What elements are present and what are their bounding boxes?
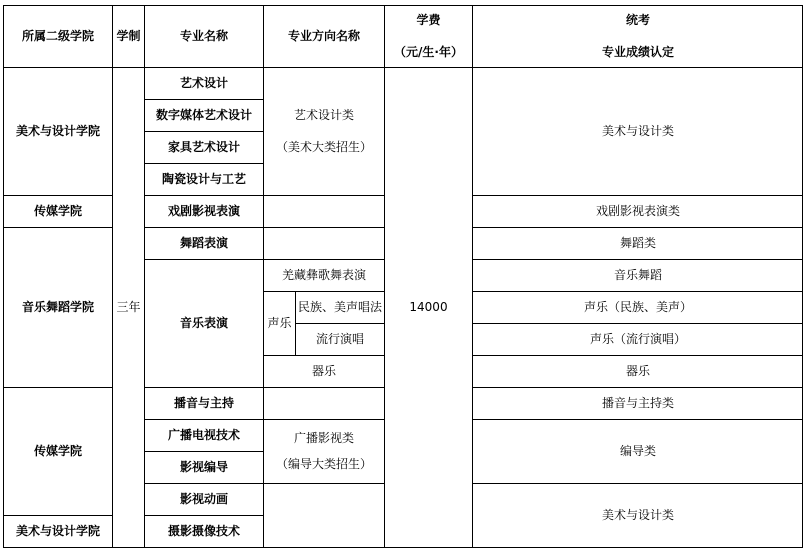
direction-vocal: 声乐 — [263, 291, 295, 355]
exam-cell: 音乐舞蹈 — [472, 259, 803, 291]
major-cell: 陶瓷设计与工艺 — [144, 163, 263, 195]
header-direction: 专业方向名称 — [263, 5, 384, 67]
header-duration: 学制 — [112, 5, 144, 67]
major-cell: 数字媒体艺术设计 — [144, 99, 263, 131]
college-art-design-2: 美术与设计学院 — [3, 515, 112, 547]
header-college: 所属二级学院 — [3, 5, 112, 67]
header-tuition: 学费 （元/生·年） — [384, 5, 472, 67]
direction-empty — [263, 483, 384, 547]
college-music-dance: 音乐舞蹈学院 — [3, 227, 112, 387]
major-cell: 家具艺术设计 — [144, 131, 263, 163]
exam-cell: 戏剧影视表演类 — [472, 195, 803, 227]
major-cell: 摄影摄像技术 — [144, 515, 263, 547]
exam-cell: 舞蹈类 — [472, 227, 803, 259]
direction-folk-bel-canto: 民族、美声唱法 — [295, 291, 384, 323]
direction-broadcast: 广播影视类 （编导大类招生） — [263, 419, 384, 483]
major-cell: 舞蹈表演 — [144, 227, 263, 259]
direction-pop-singing: 流行演唱 — [295, 323, 384, 355]
direction-art-design: 艺术设计类 （美术大类招生） — [263, 67, 384, 195]
major-cell: 戏剧影视表演 — [144, 195, 263, 227]
direction-qiang-yi: 羌藏彝歌舞表演 — [263, 259, 384, 291]
exam-cell: 美术与设计类 — [472, 67, 803, 195]
college-media: 传媒学院 — [3, 195, 112, 227]
direction-empty — [263, 387, 384, 419]
exam-cell: 播音与主持类 — [472, 387, 803, 419]
exam-cell: 声乐（流行演唱） — [472, 323, 803, 355]
direction-empty — [263, 195, 384, 227]
college-media-2: 传媒学院 — [3, 387, 112, 515]
header-exam: 统考 专业成绩认定 — [472, 5, 803, 67]
major-cell: 音乐表演 — [144, 259, 263, 387]
major-cell: 艺术设计 — [144, 67, 263, 99]
exam-cell: 编导类 — [472, 419, 803, 483]
table-border-bottom — [3, 547, 803, 548]
college-art-design: 美术与设计学院 — [3, 67, 112, 195]
major-cell: 播音与主持 — [144, 387, 263, 419]
major-cell: 影视动画 — [144, 483, 263, 515]
direction-empty — [263, 227, 384, 259]
major-cell: 广播电视技术 — [144, 419, 263, 451]
header-major: 专业名称 — [144, 5, 263, 67]
duration-cell: 三年 — [112, 67, 144, 547]
major-cell: 影视编导 — [144, 451, 263, 483]
exam-cell: 声乐（民族、美声） — [472, 291, 803, 323]
table-border-right — [802, 5, 803, 548]
exam-cell: 器乐 — [472, 355, 803, 387]
tuition-cell: 14000 — [384, 67, 472, 547]
exam-cell: 美术与设计类 — [472, 483, 803, 547]
direction-instrumental: 器乐 — [263, 355, 384, 387]
